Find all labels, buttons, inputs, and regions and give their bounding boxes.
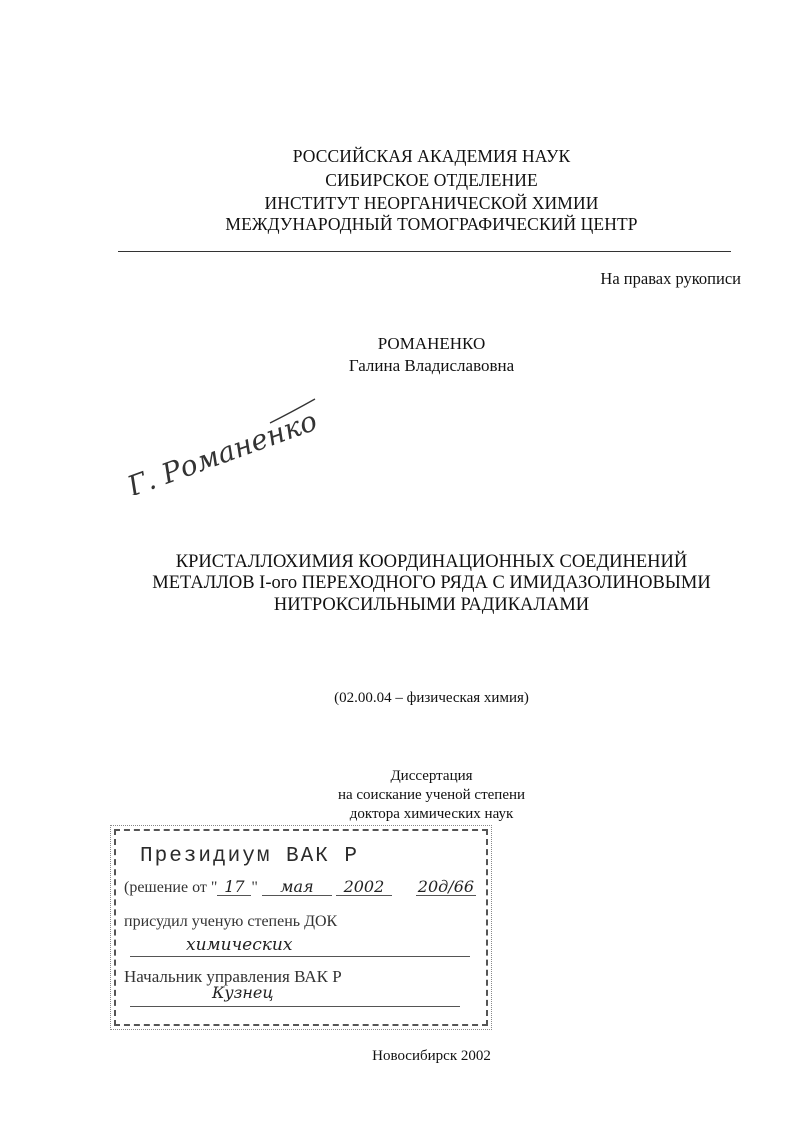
header-divider [118, 251, 731, 252]
stamp-decision-day: 17 [217, 879, 251, 896]
author-surname: РОМАНЕНКО [377, 334, 486, 353]
stamp-field-handwritten: химических [186, 935, 293, 955]
institution-line: СИБИРСКОЕ ОТДЕЛЕНИЕ [325, 170, 538, 190]
stamp-field-line [130, 956, 470, 957]
author-signature [110, 385, 330, 500]
institution-line: ИНСТИТУТ НЕОРГАНИЧЕСКОЙ ХИМИИ [264, 193, 599, 213]
stamp-decision-month: мая [262, 879, 332, 896]
stamp-heading: Президиум ВАК Р [140, 845, 360, 868]
stamp-decision-prefix: (решение от " [124, 879, 218, 896]
institution-line: МЕЖДУНАРОДНЫЙ ТОМОГРАФИЧЕСКИЙ ЦЕНТР [225, 214, 638, 234]
dissertation-title-line: МЕТАЛЛОВ I-ого ПЕРЕХОДНОГО РЯДА С ИМИДАЗОЛИНОВЫМИ [152, 573, 711, 593]
dissertation-type-line: доктора химических наук [349, 806, 514, 822]
dissertation-title-line: НИТРОКСИЛЬНЫМИ РАДИКАЛАМИ [273, 595, 590, 615]
stamp-chief-label: Начальник управления ВАК Р [124, 967, 342, 986]
specialty-code: (02.00.04 – физическая химия) [334, 690, 529, 706]
vak-stamp [114, 829, 488, 1026]
stamp-signature-line [130, 1006, 460, 1007]
stamp-chief-signature: Кузнец [212, 983, 274, 1002]
dissertation-type-line: Диссертация [390, 768, 473, 784]
rights-note: На правах рукописи [600, 269, 741, 288]
signature-text: Г. Романенко [123, 404, 322, 495]
stamp-awarded: присудил ученую степень ДОК [124, 913, 338, 930]
stamp-decision-number: 20д/66 [417, 877, 475, 896]
stamp-decision-year: 2002 [336, 879, 392, 896]
stamp-decision: (решение от " 17 " мая 2002 20д/66 [124, 877, 475, 896]
dissertation-title-line: КРИСТАЛЛОХИМИЯ КООРДИНАЦИОННЫХ СОЕДИНЕНИЙ [175, 552, 688, 572]
institution-line: РОССИЙСКАЯ АКАДЕМИЯ НАУК [292, 146, 571, 166]
city-year: Новосибирск 2002 [372, 1048, 491, 1064]
dissertation-type-line: на соискание ученой степени [337, 787, 526, 803]
author-given-names: Галина Владиславовна [348, 356, 515, 375]
